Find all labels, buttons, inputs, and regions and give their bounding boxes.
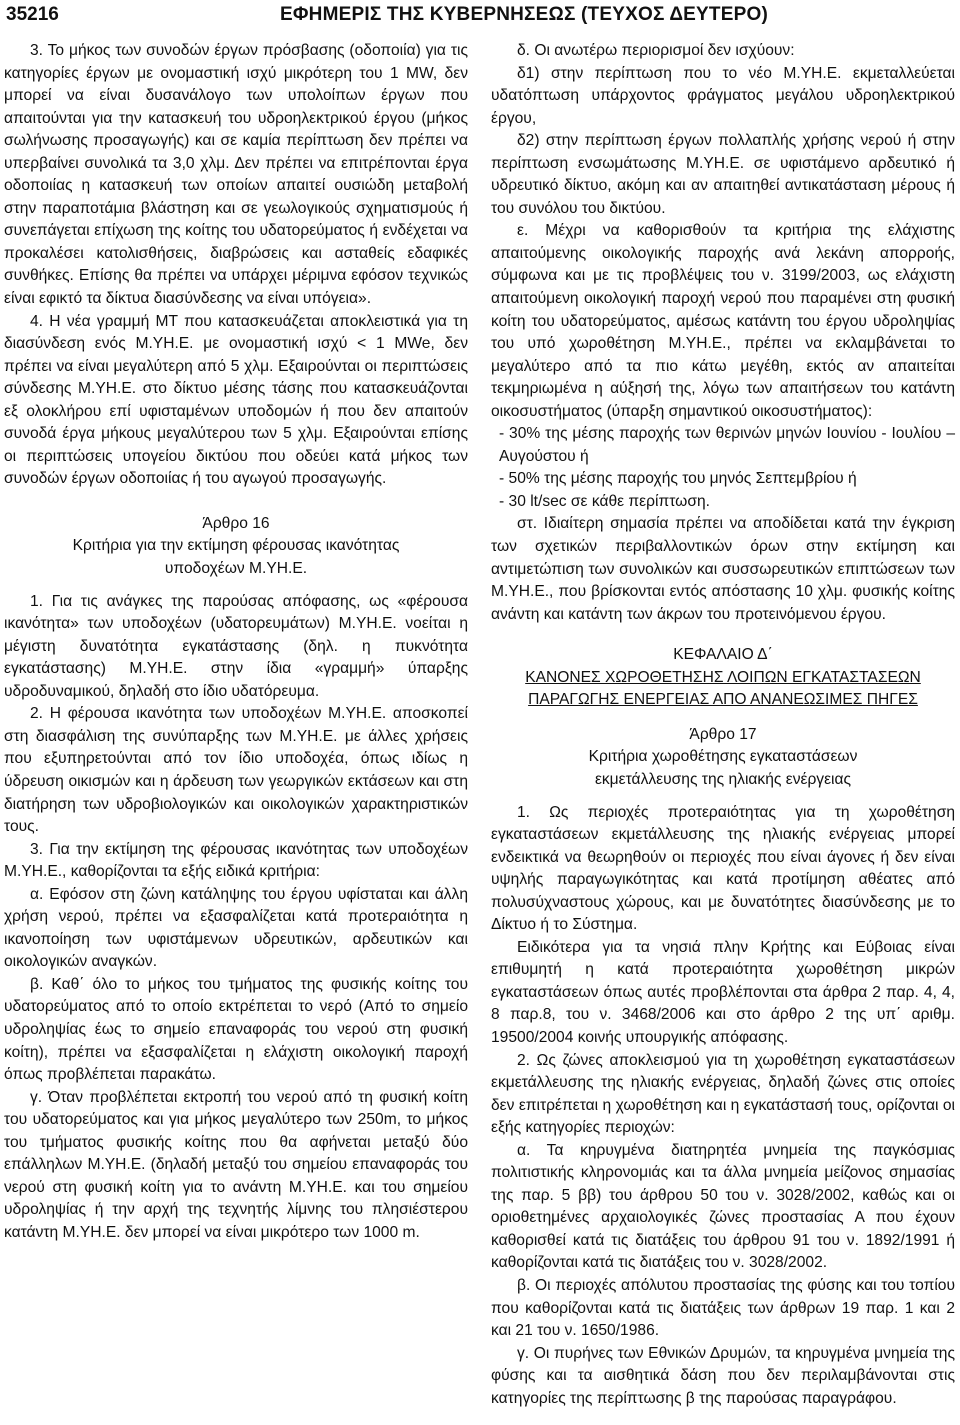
article-17-paragraph-1: 1. Ως περιοχές προτεραιότητας για τη χωροθέτηση εγκαταστάσεων εκμετάλλευσης της ηλιακής ενέργειας μπορεί ενδεικτικά να θεωρηθούν οι περιοχές που είναι άγονες ή δεν είναι υψηλής παραγωγικότητας και κατά προτίμηση αθέατες από πολυσύχναστους χώρους, και με δυνατότητες διασύνδεσης με το Δίκτυο ή το Σύστημα. [491,803,955,934]
article-17-subtitle-line2: εκμετάλλευσης της ηλιακής ενέργειας [594,770,852,788]
article-16-title: Άρθρο 16 [202,514,270,532]
chapter-title-line2: ΠΑΡΑΓΩΓΗΣ ΕΝΕΡΓΕΙΑΣ ΑΠΟ ΑΝΑΝΕΩΣΙΜΕΣ ΠΗΓΕΣ [528,691,918,709]
article-16-item-b: β. Καθ΄ όλο το μήκος του τμήματος της φυσικής κοίτης του υδατορεύματος από το οποίο εκτρέπεται το νερό (Από το σημείο υδροληψίας έως το σημείο επαναφοράς του νερού στη φυσική κοίτη), πρέπει να εξασφαλίζεται η ελάχιστη οικολογική παροχή όπως προβλέπεται παρακάτω. [4,975,468,1084]
article-16-paragraph-2: 2. Η φέρουσα ικανότητα των υποδοχέων Μ.ΥΗ.Ε. αποσκοπεί στη διασφάλιση της συνύπαρξης των Μ.ΥΗ.Ε. με άλλες χρήσεις που εξυπηρετούνται από τον ίδιο υποδοχέα, όπως ιδίως η ύδρευση οικισμών και η άρδευση των γεωργικών εκτάσεων και στη διατήρηση των υδροβιολογικών και οικολογικών χαρακτηριστικών τους. [4,705,468,836]
article-17-item-c: γ. Οι πυρήνες των Εθνικών Δρυμών, τα κηρυγμένα μνημεία της φύσης και τα αισθητικά δάση που δεν περιλαμβάνονται στις κατηγορίες της περίπτωσης β της παρούσας παραγράφου. [491,1344,955,1407]
paragraph-4-mv-line: 4. Η νέα γραμμή ΜΤ που κατασκευάζεται αποκλειστικά για τη διασύνδεση ενός Μ.ΥΗ.Ε. με ονομαστική ισχύ < 1 MWe, δεν πρέπει να είναι μεγαλύτερη από 5 χλμ. Εξαιρούνται οι περιπτώσεις σύνδεσης Μ.ΥΗ.Ε. στο δίκτυο μέσης τάσης που κατασκευάζονται εξ ολοκλήρου επί υφισταμένων υποδομών ή που δεν απαιτούν συνοδά έργα μήκους μεγαλύτερου των 5 χλμ. Εξαιρούνται επίσης οι περιπτώσεις υπογείου δικτύου που οδεύει κατά μήκος των συνοδών έργων οδοποιίας ή του αγωγού προσαγωγής. [4,312,468,488]
article-17-title: Άρθρο 17 [689,725,757,743]
page-header [0,0,960,34]
left-column [4,40,468,1244]
chapter-title-line1: ΚΑΝΟΝΕΣ ΧΩΡΟΘΕΤΗΣΗΣ ΛΟΙΠΩΝ ΕΓΚΑΤΑΣΤΑΣΕΩΝ [525,668,921,686]
article-16-item-d: δ. Οι ανωτέρω περιορισμοί δεν ισχύουν: [517,42,795,59]
article-16-item-d1: δ1) στην περίπτωση που το νέο Μ.ΥΗ.Ε. εκμεταλλεύεται υδατόπτωση υπάρχοντος φράγματος μεγάλου υδροηλεκτρικού έργου, [491,64,955,127]
article-17-subtitle-line1: Κριτήρια χωροθέτησης εγκαταστάσεων [588,748,858,766]
paragraph-3-access-works: 3. Το μήκος των συνοδών έργων πρόσβασης (οδοποιία) για τις κατηγορίες έργων με ονομαστική ισχύ μικρότερη του 1 MW, δεν μπορεί να είναι δυσανάλογο των υπολοίπων έργων που απαιτούνται για την κατασκευή του υδροηλεκτρικού έργου (μήκος σωλήνωσης προσαγωγής) και σε καμία περίπτωση δεν πρέπει να υπερβαίνει συνολικά τα 3,0 χλμ. Δεν πρέπει να επιτρέπονται έργα οδοποιίας η κατασκευή των οποίων απαιτεί ουσιώδη μεταβολή στην παραποτάμια βλάστηση και σε γεωλογικούς σχηματισμούς ή συνεπάγεται επίχωση της κοίτης του υδατορεύματος ή ενδέχεται να προκαλέσει κατολισθήσεις, διαβρώσεις και ασταθείς εδαφικές συνθήκες. Επίσης θα πρέπει να υπάρχει μέριμνα εφόσον τεχνικώς είναι εφικτό τα δίκτυα διασύνδεσης να είναι υπόγεια». [4,42,468,308]
article-16-subtitle-line2: υποδοχέων Μ.ΥΗ.Ε. [164,560,308,578]
article-17-item-a: α. Τα κηρυγμένα διατηρητέα μνημεία της παγκόσμιας πολιτιστικής κληρονομιάς και τα άλλα μνημεία μείζονος σημασίας της παρ. 5 ββ) του άρθρου 50 του ν. 3028/2002, καθώς και οι οριοθετημένες αρχαιολογικές ζώνες προστασίας Α που έχουν καθορισθεί κατά τις διατάξεις του άρθρου 91 του ν. 1892/1991 ή καθορίζονται κατά τις διατάξεις του ν. 3028/2002. [491,1141,955,1272]
page-number: 35216 [6,4,59,25]
article-17-islands-paragraph: Ειδικότερα για τα νησιά πλην Κρήτης και Εύβοιας είναι επιθυμητή η κατά προτεραιότητα χωροθέτηση μικρών εγκαταστάσεων όπως αυτές προβλέπονται στα άρθρα 2 παρ. 4, 4, 8 παρ.8, του ν. 3468/2006 και στο άρθρο 2 της υπ΄ αριθμ. 19500/2004 κοινής υπουργικής απόφασης. [491,938,955,1046]
article-17-paragraph-2: 2. Ως ζώνες αποκλεισμού για τη χωροθέτηση εγκαταστάσεων εκμετάλλευσης της ηλιακής ενέργειας, δηλαδή ζώνες στις οποίες δεν επιτρέπεται η χωροθέτηση και η εγκατάστασή τους, ορίζονται οι εξής κατηγορίες περιοχών: [491,1051,955,1137]
right-column [491,40,955,1410]
flow-criterion-3: - 30 lt/sec σε κάθε περίπτωση. [499,492,710,510]
gazette-title: ΕΦΗΜΕΡΙΣ ΤΗΣ ΚΥΒΕΡΝΗΣΕΩΣ (ΤΕΥΧΟΣ ΔΕΥΤΕΡΟ) [280,4,768,25]
article-16-item-st: στ. Ιδιαίτερη σημασία πρέπει να αποδίδεται κατά την έγκριση των σχετικών περιβαλλοντικών όρων στην εκτίμηση και αντιμετώπιση των συνολικών και συσσωρευτικών επιπτώσεων των Μ.ΥΗ.Ε., που βρίσκονται εντός απόστασης 10 χλμ. φυσικής κοίτης ανάντη και κατάντη των άκρων του προτεινόμενου έργου. [491,515,955,623]
article-16-subtitle-line1: Κριτήρια για την εκτίμηση φέρουσας ικανότητας [72,537,400,555]
flow-criterion-2: - 50% της μέσης παροχής του μηνός Σεπτεμβρίου ή [499,470,857,488]
article-16-paragraph-3: 3. Για την εκτίμηση της φέρουσας ικανότητας των υποδοχέων Μ.ΥΗ.Ε., καθορίζονται τα εξής ειδικά κριτήρια: [4,840,468,881]
article-16-item-a: α. Εφόσον στη ζώνη κατάληψης του έργου υφίσταται και άλλη χρήση νερού, πρέπει να εξασφαλίζεται κατά προτεραιότητα η ικανοποίηση των υφιστάμενων υδρευτικών, αρδευτικών και οικολογικών αναγκών. [4,885,468,971]
article-16-item-e: ε. Μέχρι να καθορισθούν τα κριτήρια της ελάχιστης απαιτούμενης οικολογικής παροχής ανά λεκάνη απορροής, σύμφωνα και με τις προβλέψεις του ν. 3199/2003, ως ελάχιστη απαιτούμενη οικολογική παροχή νερού που παραμένει στη φυσική κοίτη του υδατορεύματος, αμέσως κατάντη του έργου υδροληψίας του υπό χωροθέτηση Μ.ΥΗ.Ε., πρέπει να εκλαμβάνεται το μεγαλύτερο από τα πιο κάτω μεγέθη, εκτός αν απαιτείται τεκμηριωμένα η αύξησή της, λόγω των απαιτήσεων του κατάντη οικοσυστήματος (ύπαρξη σημαντικού οικοσυστήματος): [491,222,955,420]
article-16-paragraph-1: 1. Για τις ανάγκες της παρούσας απόφασης, ως «φέρουσα ικανότητα» των υποδοχέων (υδατορευμάτων) Μ.ΥΗ.Ε. νοείται η μέγιστη δυνατότητα εγκατάστασης (δηλ. η πυκνότητα εγκατάστασης) Μ.ΥΗ.Ε. στην ίδια «γραμμή» ύπαρξης υδροδυναμικού, δηλαδή στο ίδιο υδατόρευμα. [4,592,468,700]
article-16-item-c: γ. Όταν προβλέπεται εκτροπή του νερού από τη φυσική κοίτη του υδατορεύματος και για μήκος μεγαλύτερο των 250m, το μήκος του τμήματος φυσικής κοίτης που θα αφήνεται μεταξύ δύο επάλληλων Μ.ΥΗ.Ε. (δηλαδή μεταξύ του σημείου επαναφοράς του νερού στη φυσική κοίτη για το ανάντη Μ.ΥΗ.Ε. και του σημείου υδροληψίας ή την αρχή της τεχνητής λίμνης του πλησιέστερου κατάντη Μ.ΥΗ.Ε. δεν μπορεί να είναι μικρότερο των 1000 m. [4,1088,468,1241]
flow-criterion-1: - 30% της μέσης παροχής των θερινών μηνών Ιουνίου - Ιουλίου – Αυγούστου ή [499,425,955,465]
article-17-item-b: β. Οι περιοχές απόλυτου προστασίας της φύσης και του τοπίου που καθορίζονται κατά τις διατάξεις των άρθρων 19 παρ. 1 και 2 και 21 του ν. 1650/1986. [491,1276,955,1340]
article-16-item-d2: δ2) στην περίπτωση έργων πολλαπλής χρήσης νερού ή στην περίπτωση ενσωμάτωσης Μ.ΥΗ.Ε. σε υφιστάμενο αρδευτικό ή υδρευτικό δίκτυο, ακόμη και αν απαιτηθεί αντικατάσταση μέρους ή του συνόλου του δικτύου. [491,132,955,217]
chapter-heading: ΚΕΦΑΛΑΙΟ Δ΄ [673,646,773,664]
